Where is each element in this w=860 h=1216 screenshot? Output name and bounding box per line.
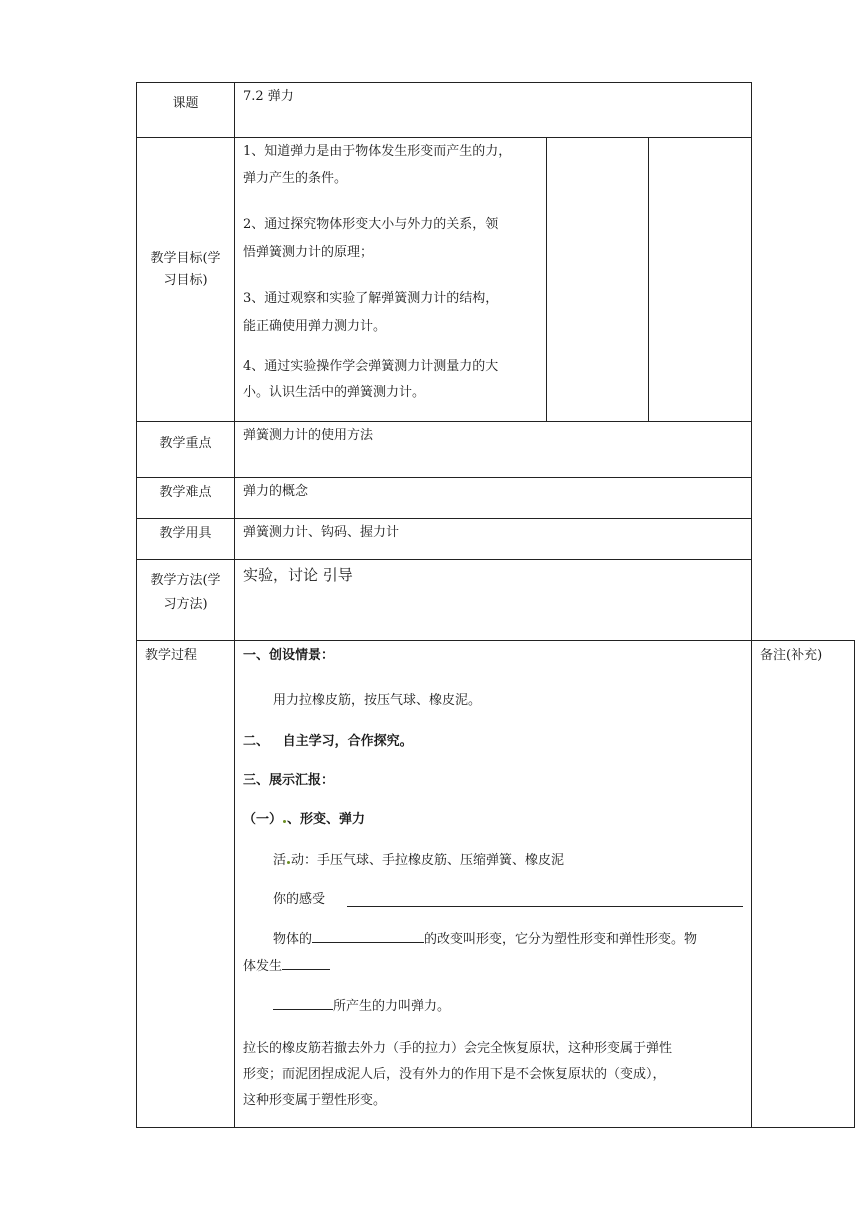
deform-2: 体发生 — [243, 959, 283, 974]
explain-line-3: 这种形变属于塑性形变。 — [243, 1093, 387, 1108]
objectives-label — [137, 248, 234, 292]
method-label — [137, 569, 234, 617]
difficulty-value: 弹力的概念 — [243, 484, 309, 499]
process-label: 教学过程 — [145, 648, 198, 663]
subsection-1-title — [243, 807, 365, 833]
elastic-blank[interactable] — [273, 995, 333, 1010]
objective-2-line1: 2、通过探究物体形变大小与外力的关系，领 — [243, 217, 499, 232]
deform-blank-1[interactable] — [312, 928, 424, 943]
dot-mark — [283, 820, 286, 823]
objective-1-line1: 1、知道弹力是由于物体发生形变而产生的力， — [243, 144, 512, 159]
tools-value: 弹簧测力计、钩码、握力计 — [243, 525, 400, 540]
activity-post: 动：手压气球、手拉橡皮筋、压缩弹簧、橡皮泥 — [291, 853, 565, 868]
objective-3-line1: 3、通过观察和实验了解弹簧测力计的结构， — [243, 291, 499, 306]
objective-4-line1: 4、通过实验操作学会弹簧测力计测量力的大 — [243, 359, 499, 374]
method-label-line1: 教学方法(学 — [150, 573, 221, 588]
section-1-title: 一、创设情景： — [243, 648, 335, 663]
section-1-body: 用力拉橡皮筋，按压气球、橡皮泥。 — [273, 693, 482, 708]
method-value: 实验，讨论 引导 — [243, 566, 353, 584]
deform-line-1 — [273, 927, 697, 953]
section-3-title: 三、展示汇报： — [243, 773, 335, 788]
explain-line-1: 拉长的橡皮筋若撤去外力（手的拉力）会完全恢复原状，这种形变属于弹性 — [243, 1041, 673, 1056]
subsection-1-text: 、形变、弹力 — [287, 812, 366, 827]
activity-pre: 活 — [273, 853, 287, 868]
key-point-label: 教学重点 — [159, 436, 212, 451]
objective-1-line2: 弹力产生的条件。 — [243, 171, 348, 186]
deform-line-2 — [243, 954, 330, 980]
objective-4-line2: 小。认识生活中的弹簧测力计。 — [243, 385, 426, 400]
notes-label: 备注(补充) — [760, 648, 823, 663]
subsection-1-number: （一） — [243, 812, 283, 827]
activity-line — [273, 848, 564, 874]
objective-2-line2: 悟弹簧测力计的原理； — [243, 245, 374, 260]
difficulty-label: 教学难点 — [159, 485, 212, 500]
objectives-label-line2: 习目标) — [163, 273, 208, 288]
deform-1a: 物体的 — [273, 932, 313, 947]
objectives-label-line1: 教学目标(学 — [150, 251, 221, 266]
method-label-line2: 习方法) — [163, 597, 208, 612]
deform-blank-2[interactable] — [282, 955, 330, 970]
feeling-line — [273, 887, 325, 913]
objective-3-line2: 能正确使用弹力测力计。 — [243, 319, 387, 334]
section-2-title: 二、 自主学习，合作探究。 — [243, 734, 413, 749]
feeling-label: 你的感受 — [273, 892, 326, 907]
elastic-line — [273, 994, 450, 1020]
deform-1b: 的改变叫形变，它分为塑性形变和弹性形变。物 — [424, 932, 698, 947]
topic-value: 7.2 弹力 — [243, 89, 294, 104]
topic-label: 课题 — [172, 96, 199, 111]
key-point-value: 弹簧测力计的使用方法 — [243, 428, 374, 443]
elastic-force-text: 所产生的力叫弹力。 — [333, 999, 451, 1014]
feeling-blank[interactable] — [347, 906, 743, 907]
explain-line-2: 形变；而泥团捏成泥人后，没有外力的作用下是不会恢复原状的（变成）， — [243, 1067, 666, 1082]
dot-mark — [287, 861, 290, 864]
tools-label: 教学用具 — [159, 526, 212, 541]
